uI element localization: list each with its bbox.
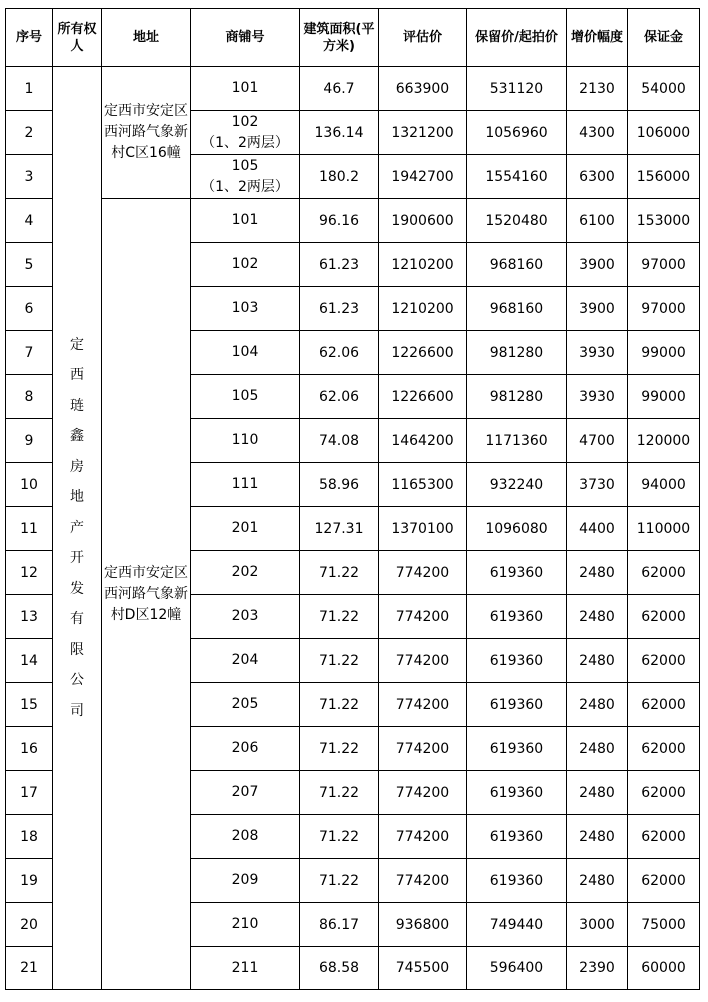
row-number: 20 [6,903,53,947]
reserve-price-cell: 619360 [467,859,567,903]
shop-cell [191,507,300,551]
shop-cell [191,551,300,595]
reserve-price-cell: 981280 [467,331,567,375]
header-row [6,9,700,67]
shop-cell [191,111,300,155]
eval-price-cell: 1321200 [379,111,467,155]
area-cell: 96.16 [300,199,379,243]
shop-number: 104 [231,344,259,360]
shop-number: 207 [231,784,259,800]
increment-cell: 2480 [567,639,628,683]
row-number: 1 [6,67,53,111]
increment-cell: 4300 [567,111,628,155]
header-no: 序号 [6,9,53,67]
deposit-cell: 62000 [628,815,700,859]
area-cell: 71.22 [300,639,379,683]
shop-cell [191,67,300,111]
deposit-cell: 156000 [628,155,700,199]
row-number: 3 [6,155,53,199]
shop-number: 209 [231,872,259,888]
shop-cell [191,155,300,199]
address-c-cell: 定西市安定区西河路气象新村C区16幢 [102,67,191,199]
deposit-cell: 62000 [628,639,700,683]
owner-char: 定 [70,336,84,353]
eval-price-cell: 1165300 [379,463,467,507]
shop-number: 101 [231,212,259,228]
increment-cell: 2480 [567,859,628,903]
header-reserve: 保留价/起拍价 [467,9,567,67]
owner-char: 地 [70,489,84,506]
deposit-cell: 94000 [628,463,700,507]
increment-cell: 2480 [567,551,628,595]
header-area: 建筑面积(平方米) [300,9,379,67]
row-number: 7 [6,331,53,375]
reserve-price-cell: 531120 [467,67,567,111]
shop-number: 101 [231,80,259,96]
shop-cell [191,287,300,331]
deposit-cell: 97000 [628,243,700,287]
shop-number: 202 [231,564,259,580]
area-cell: 61.23 [300,243,379,287]
eval-price-cell: 774200 [379,595,467,639]
increment-cell: 2480 [567,727,628,771]
increment-cell: 2130 [567,67,628,111]
reserve-price-cell: 968160 [467,243,567,287]
row-number: 12 [6,551,53,595]
owner-char: 产 [70,519,84,536]
area-cell: 61.23 [300,287,379,331]
area-cell: 71.22 [300,595,379,639]
area-cell: 71.22 [300,683,379,727]
area-cell: 46.7 [300,67,379,111]
owner-char: 西 [70,367,84,384]
area-cell: 71.22 [300,551,379,595]
increment-cell: 3930 [567,331,628,375]
row-number: 14 [6,639,53,683]
header-eval: 评估价 [379,9,467,67]
header-owner: 所有权人 [53,9,102,67]
owner-char: 司 [70,702,84,719]
deposit-cell: 62000 [628,683,700,727]
reserve-price-cell: 981280 [467,375,567,419]
shop-cell [191,639,300,683]
owner-char: 开 [70,550,84,567]
reserve-price-cell: 1096080 [467,507,567,551]
owner-char: 发 [70,580,84,597]
deposit-cell: 99000 [628,375,700,419]
row-number: 4 [6,199,53,243]
increment-cell: 2390 [567,947,628,990]
reserve-price-cell: 1554160 [467,155,567,199]
shop-number: 211 [231,959,259,976]
row-number: 13 [6,595,53,639]
area-cell: 68.58 [300,947,379,990]
shop-cell [191,243,300,287]
increment-cell: 3900 [567,243,628,287]
shop-number: 208 [231,828,259,844]
increment-cell: 3000 [567,903,628,947]
row-number: 9 [6,419,53,463]
deposit-cell: 62000 [628,771,700,815]
deposit-cell: 62000 [628,859,700,903]
area-cell: 74.08 [300,419,379,463]
shop-cell [191,771,300,815]
shop-cell [191,463,300,507]
eval-price-cell: 774200 [379,771,467,815]
deposit-cell: 62000 [628,551,700,595]
shop-number: 105 [231,388,259,404]
deposit-cell: 62000 [628,595,700,639]
reserve-price-cell: 1171360 [467,419,567,463]
shop-number: 102 [231,256,259,272]
row-number: 8 [6,375,53,419]
eval-price-cell: 774200 [379,859,467,903]
row-number: 18 [6,815,53,859]
table-row [6,199,700,243]
shop-cell [191,199,300,243]
area-cell: 58.96 [300,463,379,507]
reserve-price-cell: 619360 [467,727,567,771]
reserve-price-cell: 749440 [467,903,567,947]
eval-price-cell: 663900 [379,67,467,111]
reserve-price-cell: 619360 [467,771,567,815]
area-cell: 62.06 [300,331,379,375]
deposit-cell: 106000 [628,111,700,155]
area-cell: 71.22 [300,815,379,859]
increment-cell: 2480 [567,683,628,727]
shop-cell [191,331,300,375]
owner-char: 限 [70,641,84,658]
deposit-cell: 99000 [628,331,700,375]
shop-cell [191,815,300,859]
increment-cell: 4700 [567,419,628,463]
owner-char: 房 [70,458,84,475]
eval-price-cell: 1464200 [379,419,467,463]
reserve-price-cell: 1056960 [467,111,567,155]
increment-cell: 2480 [567,595,628,639]
deposit-cell: 110000 [628,507,700,551]
reserve-price-cell: 932240 [467,463,567,507]
reserve-price-cell: 619360 [467,595,567,639]
increment-cell: 3730 [567,463,628,507]
reserve-price-cell: 1520480 [467,199,567,243]
area-cell: 86.17 [300,903,379,947]
shop-floor-note: （1、2两层） [201,178,289,195]
deposit-cell: 60000 [628,947,700,990]
row-number: 5 [6,243,53,287]
eval-price-cell: 774200 [379,639,467,683]
eval-price-cell: 1900600 [379,199,467,243]
shop-cell [191,859,300,903]
shop-number: 105 [231,157,259,174]
owner-char: 琏 [70,397,84,414]
area-cell: 136.14 [300,111,379,155]
row-number: 6 [6,287,53,331]
shop-cell [191,903,300,947]
reserve-price-cell: 619360 [467,683,567,727]
eval-price-cell: 1226600 [379,375,467,419]
owner-cell [53,67,102,990]
shop-cell [191,727,300,771]
eval-price-cell: 1210200 [379,243,467,287]
reserve-price-cell: 619360 [467,551,567,595]
owner-char: 有 [70,611,84,628]
shop-number: 204 [231,652,259,668]
shop-number: 110 [231,432,259,448]
row-number: 17 [6,771,53,815]
increment-cell: 2480 [567,815,628,859]
area-cell: 127.31 [300,507,379,551]
header-shop: 商铺号 [191,9,300,67]
reserve-price-cell: 968160 [467,287,567,331]
increment-cell: 4400 [567,507,628,551]
shop-number: 102 [231,113,259,130]
eval-price-cell: 774200 [379,815,467,859]
deposit-cell: 54000 [628,67,700,111]
reserve-price-cell: 596400 [467,947,567,990]
eval-price-cell: 1210200 [379,287,467,331]
eval-price-cell: 745500 [379,947,467,990]
row-number: 16 [6,727,53,771]
increment-cell: 6300 [567,155,628,199]
row-number: 11 [6,507,53,551]
area-cell: 71.22 [300,771,379,815]
auction-table [5,8,700,990]
deposit-cell: 75000 [628,903,700,947]
header-increment: 增价幅度 [567,9,628,67]
shop-cell [191,595,300,639]
row-number: 19 [6,859,53,903]
eval-price-cell: 1226600 [379,331,467,375]
owner-char: 公 [70,672,84,689]
deposit-cell: 62000 [628,727,700,771]
owner-char: 鑫 [70,428,84,445]
area-cell: 71.22 [300,859,379,903]
increment-cell: 2480 [567,771,628,815]
shop-number: 205 [231,696,259,712]
increment-cell: 3900 [567,287,628,331]
shop-cell [191,419,300,463]
shop-cell [191,683,300,727]
shop-floor-note: （1、2两层） [201,134,289,151]
row-number: 21 [6,947,53,990]
header-address: 地址 [102,9,191,67]
eval-price-cell: 774200 [379,727,467,771]
deposit-cell: 120000 [628,419,700,463]
row-number: 10 [6,463,53,507]
increment-cell: 6100 [567,199,628,243]
row-number: 2 [6,111,53,155]
shop-number: 103 [231,300,259,316]
eval-price-cell: 936800 [379,903,467,947]
header-deposit: 保证金 [628,9,700,67]
shop-number: 206 [231,740,259,756]
increment-cell: 3930 [567,375,628,419]
shop-number: 210 [231,916,259,932]
area-cell: 180.2 [300,155,379,199]
row-number: 15 [6,683,53,727]
eval-price-cell: 774200 [379,683,467,727]
eval-price-cell: 774200 [379,551,467,595]
shop-cell [191,947,300,990]
table-row [6,67,700,111]
area-cell: 71.22 [300,727,379,771]
area-cell: 62.06 [300,375,379,419]
reserve-price-cell: 619360 [467,639,567,683]
shop-number: 203 [231,608,259,624]
deposit-cell: 97000 [628,287,700,331]
shop-number: 201 [231,520,259,536]
shop-number: 111 [231,476,259,492]
deposit-cell: 153000 [628,199,700,243]
reserve-price-cell: 619360 [467,815,567,859]
address-d-cell: 定西市安定区西河路气象新村D区12幢 [102,199,191,990]
eval-price-cell: 1942700 [379,155,467,199]
shop-cell [191,375,300,419]
eval-price-cell: 1370100 [379,507,467,551]
